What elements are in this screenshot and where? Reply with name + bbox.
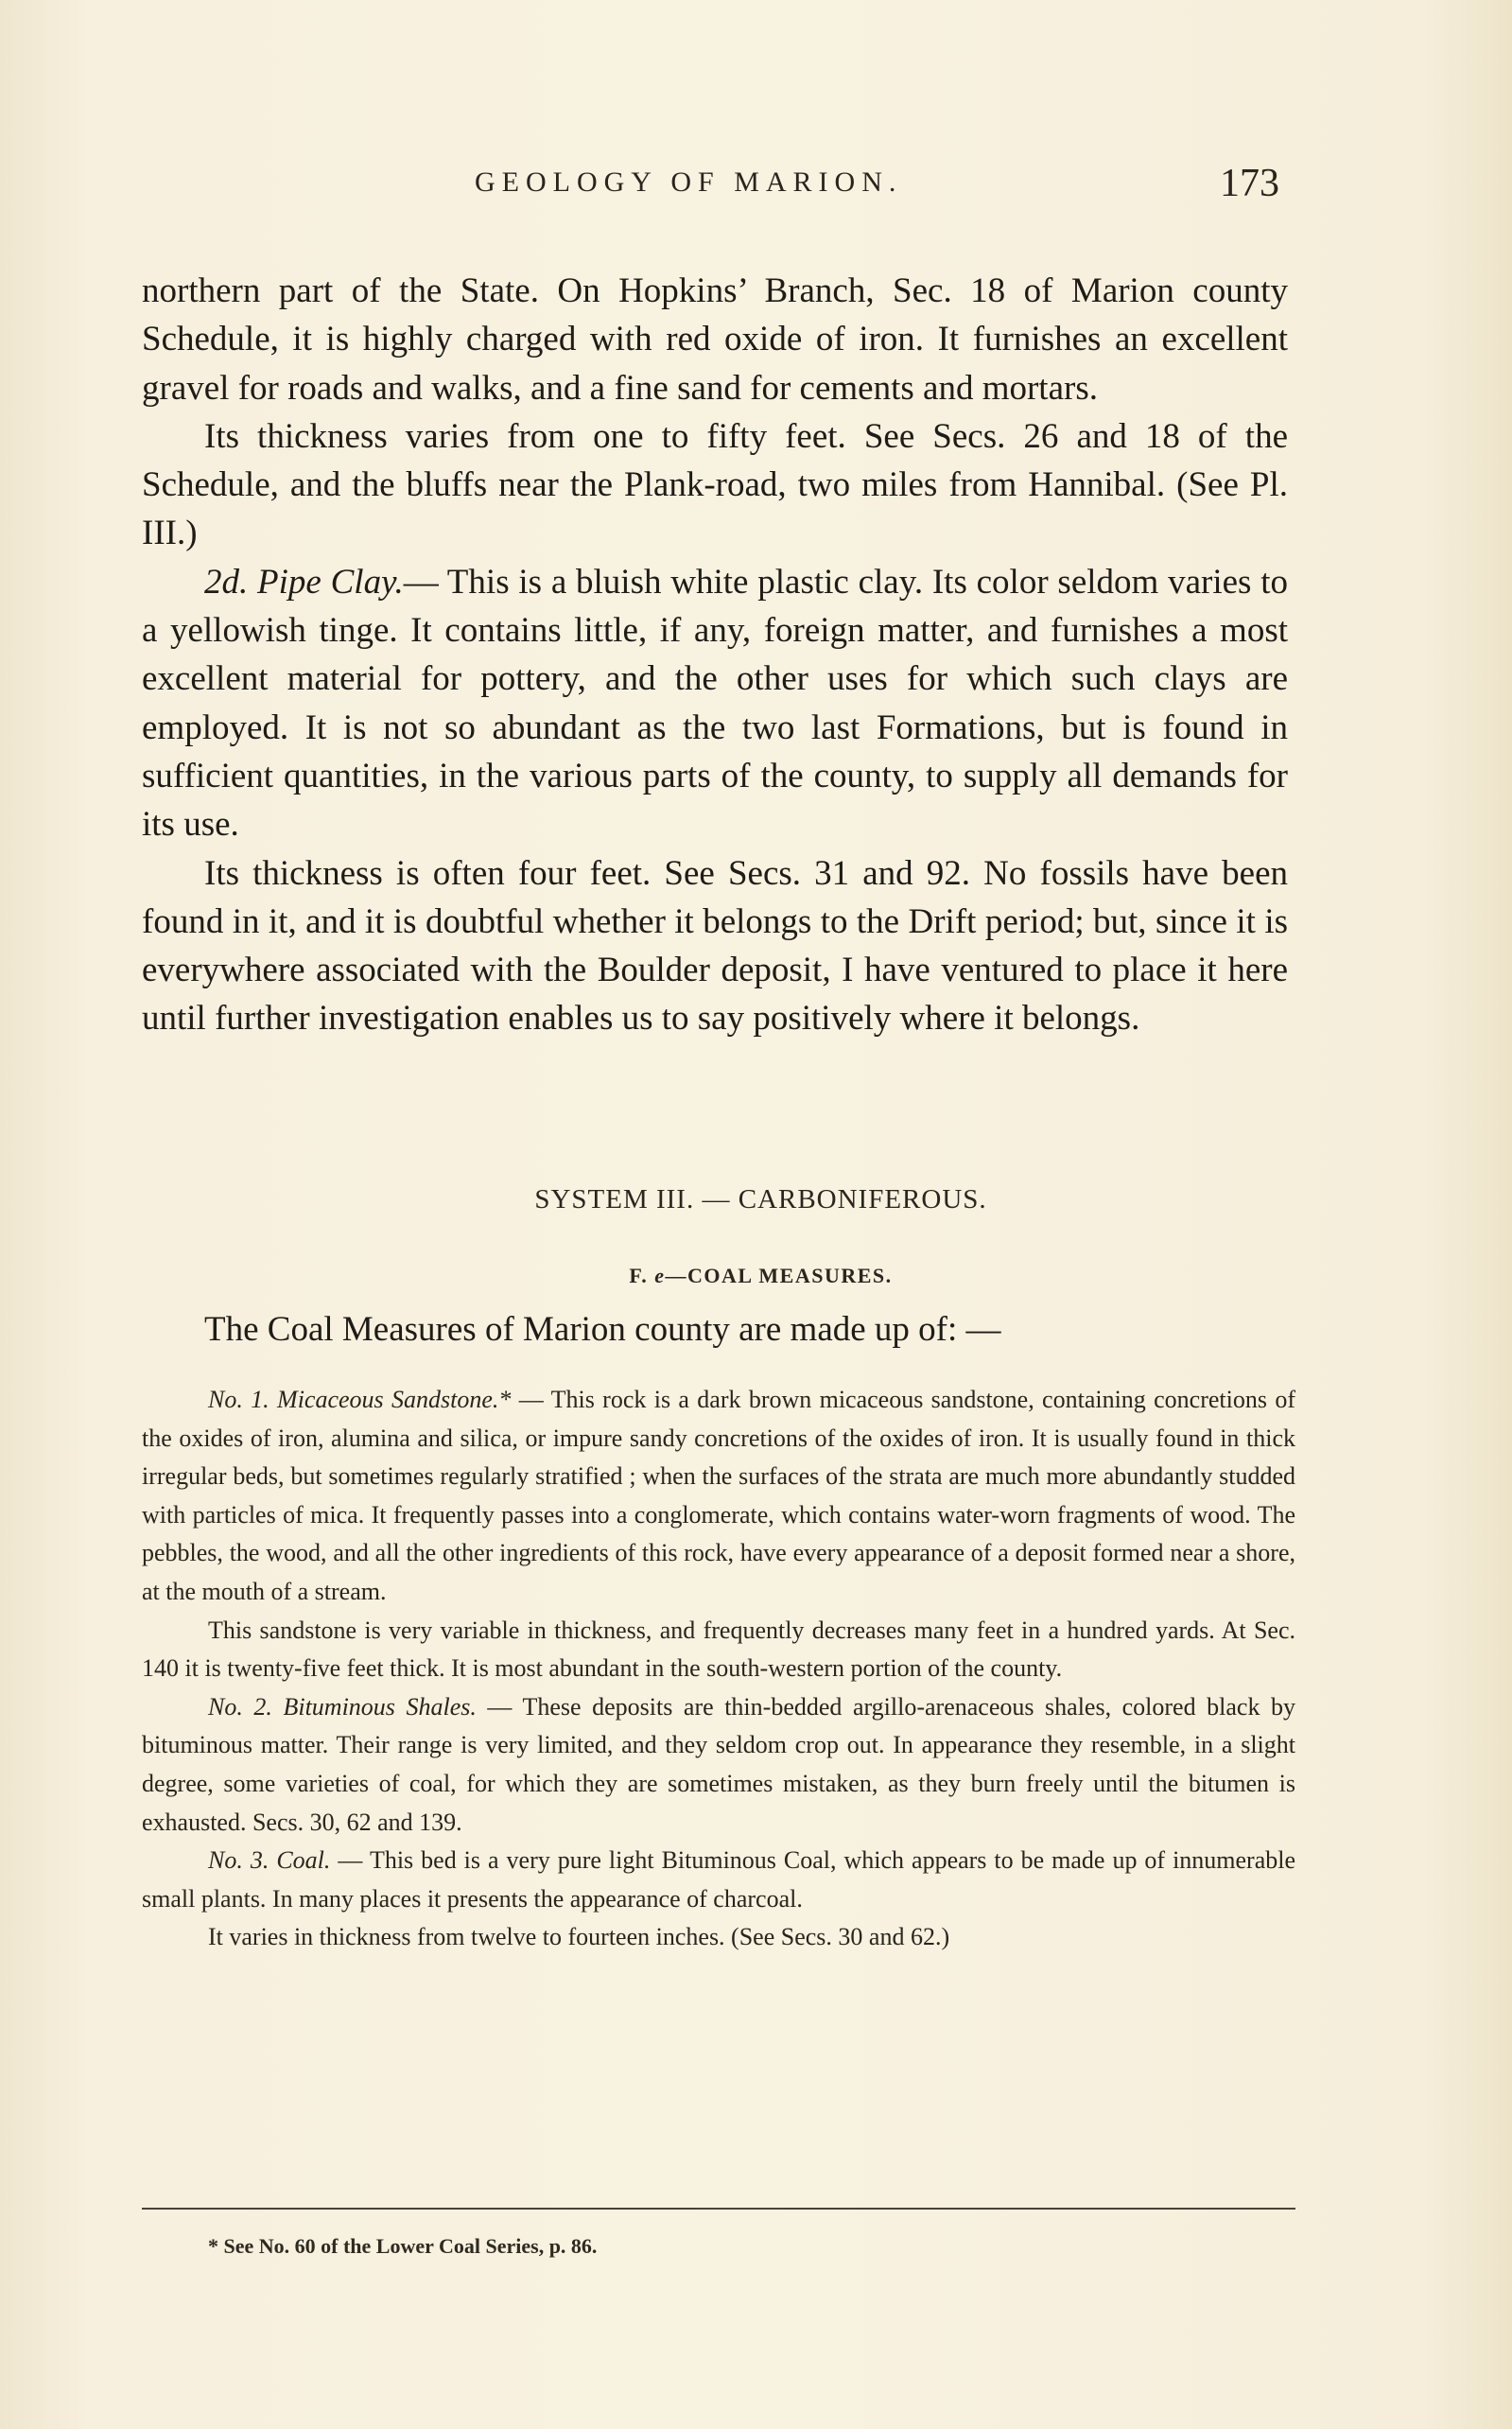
paragraph-gravel: northern part of the State. On Hopkins’ Branch, Sec. 18 of Marion county Schedule, it is highly charged with red oxide of iron. It furnishes an excellent gravel for roads and walks, and a fine sand for cements and mortars. <box>142 271 1288 408</box>
item-2-text: — These deposits are thin-bedded argillo-arenaceous shales, colored black by bituminous matter. Their range is very limited, and they seldom crop out. In appearance they resemble, in a slight degree, some varieties of coal, for which they are sometimes mistaken, as they burn freely until the bitumen is exhausted. Secs. 30, 62 and 139. <box>142 1692 1296 1836</box>
paragraph-clay-thickness: Its thickness is often four feet. See Secs. 31 and 92. No fossils have been found in it, and it is doubtful whether it belongs to the Drift period; but, since it is everywhere associated with the Boulder deposit, I have ventured to place it here until further investigation enables us to say positively where it belongs. <box>142 853 1288 1039</box>
item-1-text: — This rock is a dark brown micaceous sandstone, containing concretions of the oxides of iron, alumina and silica, or impure sandy concretions of the oxides of iron. It is usually found in thick irregular beds, but sometimes regularly stratified ; when the surfaces of the strata are much more abundantly studded with particles of mica. It frequently passes into a conglomerate, which contains water-worn fragments of wood. The pebbles, the wood, and all the other ingredients of this rock, have every appearance of a deposit formed near a shore, at the mouth of a stream. <box>142 1386 1295 1605</box>
item-coal <box>142 1842 1295 1918</box>
item-1-heading: Micaceous Sandstone.* <box>277 1386 512 1413</box>
item-1-number: No. 1. <box>208 1386 269 1413</box>
paragraph-pipe-clay <box>142 558 1288 849</box>
sub-heading-rest: —COAL MEASURES. <box>665 1264 893 1287</box>
item-3-text: — This bed is a very pure light Bituminous Coal, which appears to be made up of innumerable small plants. In many places it presents the appearance of charcoal. <box>142 1846 1296 1913</box>
footnote: * See No. 60 of the Lower Coal Series, p. 86. <box>208 2234 598 2258</box>
item-micaceous-sandstone <box>142 1381 1295 1612</box>
system-heading: SYSTEM III. — CARBONIFEROUS. <box>534 1184 987 1214</box>
item-2-number: No. 2. <box>208 1692 272 1721</box>
page-number: 173 <box>1220 162 1279 205</box>
sandstone-thickness-paragraph: This sandstone is very variable in thickness, and frequently decreases many feet in a hundred yards. At Sec. 140 it is twenty-five feet thick. It is most abundant in the south-western portion of the county. <box>142 1616 1295 1683</box>
paragraph-thickness: Its thickness varies from one to fifty feet. See Secs. 26 and 18 of the Schedule, and the bluffs near the Plank-road, two miles from Hannibal. (See Pl. III.) <box>142 416 1288 553</box>
coal-thickness-paragraph: It varies in thickness from twelve to fourteen inches. (See Secs. 30 and 62.) <box>208 1923 950 1951</box>
coal-measures-list <box>142 1381 1295 1957</box>
coal-measures-intro: The Coal Measures of Marion county are made up of: — <box>204 1310 1001 1349</box>
item-3-number: No. 3. <box>208 1846 269 1875</box>
main-body-text <box>142 267 1288 1043</box>
pipe-clay-heading: 2d. Pipe Clay. <box>204 562 404 602</box>
item-bituminous-shales <box>142 1688 1295 1842</box>
sub-heading-prefix: F. <box>629 1264 655 1287</box>
item-2-heading: Bituminous Shales. <box>283 1692 477 1721</box>
coal-measures-heading <box>0 1264 1512 1288</box>
pipe-clay-text: — This is a bluish white plastic clay. Its color seldom varies to a yellowish tinge. It contains little, if any, foreign matter, and furnishes a most excellent material for pottery, and the other uses for which such clays are employed. It is not so abundant as the two last Formations, but is found in sufficient quantities, in the various parts of the county, to supply all demands for its use. <box>142 562 1288 845</box>
item-3-heading: Coal. <box>276 1846 331 1875</box>
running-title: GEOLOGY OF MARION. <box>475 166 903 198</box>
footnote-rule <box>142 2208 1295 2210</box>
sub-heading-letter: e <box>654 1264 666 1287</box>
page-header <box>0 159 1512 216</box>
